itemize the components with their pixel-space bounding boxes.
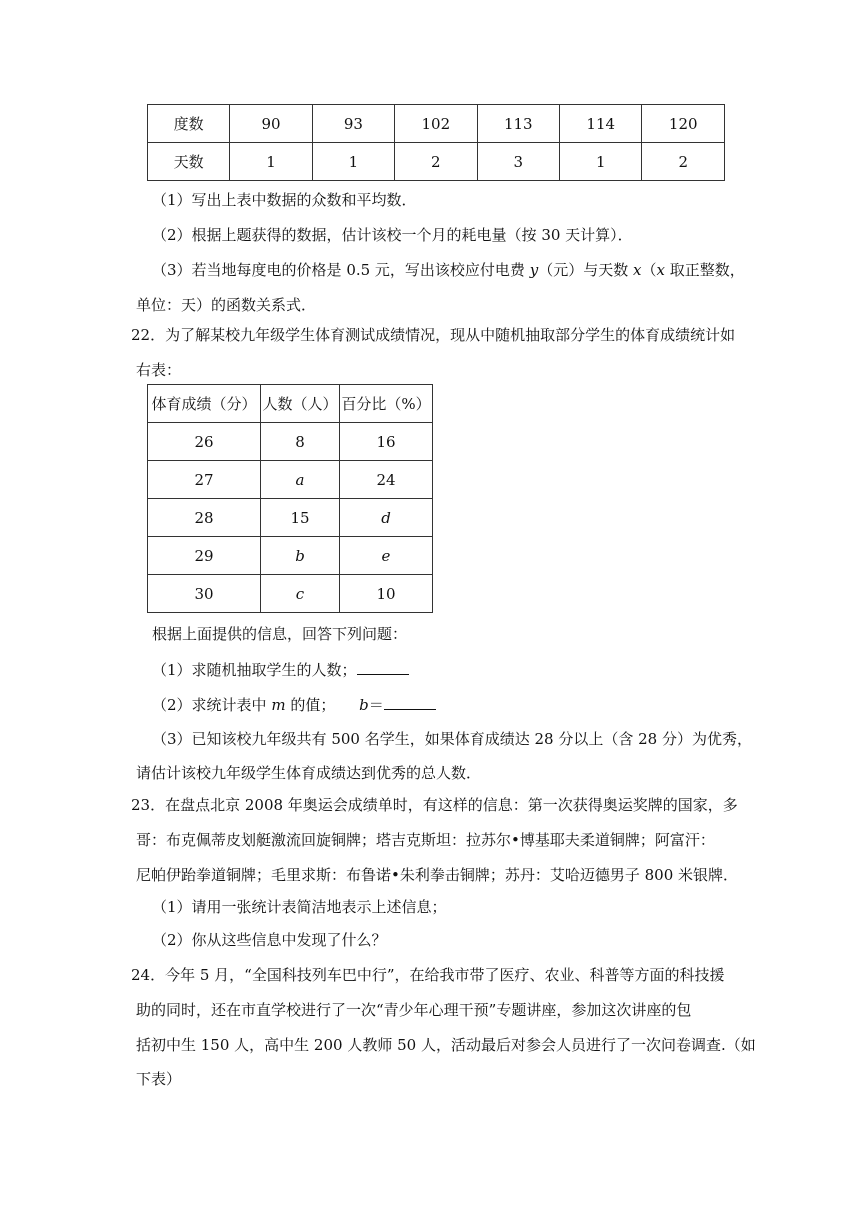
electricity-table [147,104,725,181]
table-cell: 93 [312,105,394,143]
q23-text-line2: 哥：布克佩蒂皮划艇激流回旋铜牌；塔吉克斯坦：拉苏尔•博基耶夫柔道铜牌；阿富汗： [136,831,715,849]
table-cell: 1 [312,143,394,181]
table-cell: c [261,575,340,613]
q21-part3: （3）若当地每度电的价格是 0.5 元，写出该校应付电费 y（元）与天数 x（x 取正整数， [152,261,745,279]
table-row [148,143,725,181]
q24-text-line3: 括初中生 150 人，高中生 200 人教师 50 人，活动最后对参会人员进行了一次问卷调查.（如 [136,1036,756,1054]
answer-blank[interactable] [384,694,436,710]
table-cell: 114 [560,105,642,143]
table-cell: 1 [230,143,312,181]
table-header-row [148,385,433,423]
table-cell: b [261,537,340,575]
table-header-cell: 体育成绩（分） [148,385,261,423]
table-cell: 29 [148,537,261,575]
table-cell: 90 [230,105,312,143]
table-row [148,105,725,143]
table-row [148,537,433,575]
q22-intro: 根据上面提供的信息，回答下列问题： [152,625,408,643]
table-header-cell: 百分比（%） [340,385,433,423]
q23-sub1: （1）请用一张统计表简洁地表示上述信息； [152,898,447,916]
table-cell: 2 [642,143,725,181]
q21-part3-cont: 单位：天）的函数关系式． [136,296,317,314]
q22-sub2: （2）求统计表中 m 的值； b＝ [152,694,436,715]
table-row [148,461,433,499]
q21-part1: （1）写出上表中数据的众数和平均数． [152,191,417,209]
table-row [148,499,433,537]
q24-text-line1: 24．今年 5 月，“全国科技列车巴中行”，在给我市带了医疗、农业、科普等方面的科技援 [131,966,725,984]
q22-sub3-cont: 请估计该校九年级学生体育成绩达到优秀的总人数． [136,764,482,782]
table-cell: 10 [340,575,433,613]
table-cell: 27 [148,461,261,499]
table-cell: 1 [560,143,642,181]
table-cell: 8 [261,423,340,461]
q22-text-line1: 22．为了解某校九年级学生体育测试成绩情况，现从中随机抽取部分学生的体育成绩统计如 [131,326,736,344]
table-cell: 120 [642,105,725,143]
q24-text-line2: 助的同时，还在市直学校进行了一次“青少年心理干预”专题讲座，参加这次讲座的包 [136,1001,692,1019]
table-cell: 30 [148,575,261,613]
table-row [148,575,433,613]
q22-sub1: （1）求随机抽取学生的人数； [152,659,409,680]
table-row [148,423,433,461]
q24-text-line4: 下表） [136,1070,182,1088]
q23-text-line3: 尼帕伊跆拳道铜牌；毛里求斯：布鲁诺•朱利拳击铜牌；苏丹：艾哈迈德男子 800 米银牌． [136,866,739,884]
table-cell: 24 [340,461,433,499]
q22-sub3: （3）已知该校九年级共有 500 名学生，如果体育成绩达 28 分以上（含 28 分）为优秀， [152,730,752,748]
q23-sub2: （2）你从这些信息中发现了什么？ [152,931,387,949]
table-cell: 3 [477,143,559,181]
q22-text-line2: 右表： [136,361,182,379]
table-header-cell: 人数（人） [261,385,340,423]
table-cell: 16 [340,423,433,461]
table-cell: e [340,537,433,575]
table-cell: 度数 [148,105,230,143]
table-cell: 113 [477,105,559,143]
table-cell: 26 [148,423,261,461]
table-cell: a [261,461,340,499]
table-cell: 15 [261,499,340,537]
q21-part2: （2）根据上题获得的数据，估计该校一个月的耗电量（按 30 天计算）． [152,226,633,244]
table-cell: 天数 [148,143,230,181]
q23-text-line1: 23．在盘点北京 2008 年奥运会成绩单时，有这样的信息：第一次获得奥运奖牌的国家，多 [131,796,738,814]
table-cell: 102 [395,105,477,143]
table-cell: d [340,499,433,537]
table-cell: 2 [395,143,477,181]
table-cell: 28 [148,499,261,537]
sports-score-table [147,384,433,613]
answer-blank[interactable] [357,659,409,675]
